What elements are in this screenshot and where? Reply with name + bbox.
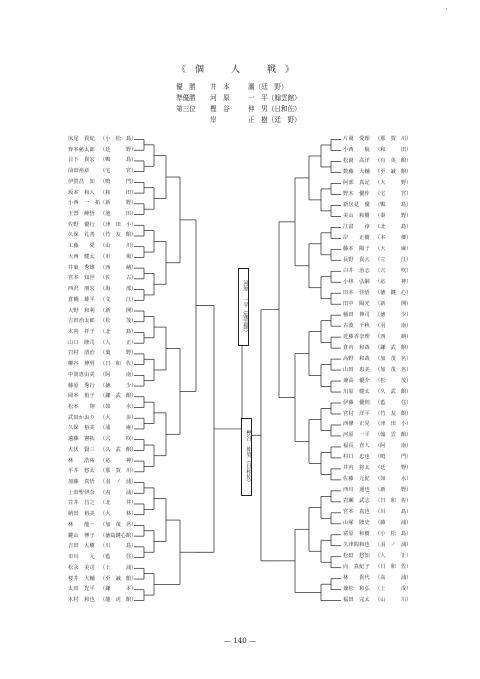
- entry-school: （立 江）: [375, 256, 412, 263]
- bracket-entry: [343, 333, 410, 342]
- entry-school: （徳 鍵 心）: [375, 289, 412, 296]
- bracket-entry: [68, 349, 135, 358]
- entry-school: （内 浦）: [100, 489, 137, 496]
- entry-school: （至 誠 館）: [375, 168, 412, 175]
- bracket-entry: [343, 519, 410, 528]
- entry-name: 吉田治太郎: [68, 318, 95, 325]
- bracket-entry: [343, 399, 410, 408]
- entry-name: 福長 直人: [343, 443, 370, 450]
- entry-school: （宅 宮）: [100, 168, 137, 175]
- entry-name: 大西 健太: [68, 253, 95, 260]
- bracket-entry: [343, 256, 410, 265]
- bracket-entry: [68, 596, 135, 605]
- bracket-entry: [68, 360, 135, 369]
- entry-name: 西沢 朋宏: [68, 286, 95, 293]
- bracket-entry: [68, 414, 135, 423]
- entry-school: （大 林）: [100, 511, 137, 518]
- entry-school: （山 川）: [100, 243, 137, 250]
- entry-school: （和 田）: [375, 146, 412, 153]
- entry-name: 兼高 優介: [343, 377, 370, 384]
- entry-school: （阿 南）: [100, 371, 137, 378]
- entry-school: （文 江）: [100, 296, 137, 303]
- entry-name: 平井 悠太: [68, 468, 95, 475]
- bracket-entry: [68, 253, 135, 262]
- entry-school: （津 田 小）: [100, 221, 137, 228]
- bracket-entry: [343, 410, 410, 419]
- entry-name: 林 龍一: [68, 521, 95, 528]
- entry-school: （鎌 本）: [100, 586, 137, 593]
- entry-name: 久津間和也: [343, 542, 370, 549]
- bracket-entry: [343, 179, 410, 188]
- entry-school: （池 田）: [100, 211, 137, 218]
- entry-school: （鳴 門）: [375, 454, 412, 461]
- entry-school: （山 川）: [375, 597, 412, 604]
- bracket-entry: [68, 521, 135, 530]
- bracket-entry: [68, 264, 135, 273]
- result-place: 準優勝: [176, 94, 196, 102]
- bracket-entry: [343, 377, 410, 386]
- entry-name: 小林 弘嗣: [343, 278, 370, 285]
- entry-school: （有 英 館）: [375, 157, 412, 164]
- entry-name: 佐藤 元紀: [343, 476, 370, 483]
- bracket-entry: [343, 508, 410, 517]
- entry-school: （竹 友 館）: [100, 232, 137, 239]
- bracket-entry: [343, 442, 410, 451]
- entry-school: （穴 吹）: [375, 267, 412, 274]
- entry-school: （人 正）: [100, 339, 137, 346]
- bracket-entry: [68, 457, 135, 466]
- entry-name: 河原 一平: [343, 432, 370, 439]
- entry-school: （羽 南）: [375, 322, 412, 329]
- entry-school: （日 和 佐）: [375, 498, 412, 505]
- corner-mark: ・: [444, 7, 450, 13]
- entry-school: （津 田 小）: [375, 421, 412, 428]
- entry-name: 林 貴代: [343, 575, 370, 582]
- entry-name: 目下 貴宏: [68, 157, 95, 164]
- entry-name: 倉内 和哉: [343, 344, 370, 351]
- bracket-entry: [343, 388, 410, 397]
- entry-school: （松 茂）: [375, 377, 412, 384]
- bracket-entry: [68, 532, 135, 541]
- bracket-entry: [343, 245, 410, 254]
- entry-school: （鎌 武 館）: [375, 344, 412, 351]
- entry-name: 白井 治志: [343, 267, 370, 274]
- entry-name: 倉橋 雄平: [68, 296, 95, 303]
- entry-school: （藍 住）: [100, 554, 137, 561]
- entry-name: 小西 一 拓: [68, 200, 101, 207]
- entry-name: 松本 翔: [68, 404, 95, 410]
- entry-name: 岸 正樹: [343, 234, 370, 241]
- bracket-entry: [343, 146, 410, 155]
- entry-school: （松 茂）: [100, 318, 137, 325]
- entry-school: （竹 友 館）: [375, 410, 412, 417]
- entry-name: 井内 将太: [343, 465, 370, 472]
- bracket-entry: [343, 431, 410, 440]
- bracket-entry: [68, 510, 135, 519]
- entry-school: （西 納）: [375, 333, 412, 340]
- bracket-entry: [343, 289, 410, 298]
- bracket-entry: [343, 344, 410, 353]
- bracket-entry: [68, 435, 135, 444]
- entry-school: （穴 吹）: [100, 436, 137, 443]
- entry-name: 木村 和也: [68, 596, 95, 603]
- entry-school: （人 正）: [375, 553, 412, 560]
- result-place: 第三位: [176, 105, 196, 113]
- page-title: 《個 人 戦》: [176, 65, 303, 75]
- entry-name: 伊賀昌 知: [68, 178, 95, 185]
- bracket-entry: [68, 564, 135, 573]
- bracket-entry: [68, 371, 135, 380]
- entry-school: （大 野）: [375, 179, 412, 186]
- entry-school: （加 茂 名）: [375, 366, 412, 373]
- bracket-entry: [68, 285, 135, 294]
- entry-school: （那 賀 川）: [375, 136, 412, 142]
- bracket-entry: [343, 453, 410, 462]
- bracket-entry: [343, 366, 410, 375]
- bracket-entry: [68, 585, 135, 594]
- entry-school: （鎌 武 館）: [100, 393, 137, 400]
- entry-school: （徳 少）: [100, 382, 137, 389]
- entry-name: 齊本慈太郎: [68, 146, 95, 153]
- bracket-entry: [68, 242, 135, 251]
- bracket-entry: [68, 146, 135, 155]
- bracket-entry: [343, 278, 410, 287]
- entry-name: 太田 光平: [68, 586, 95, 593]
- bracket-entry: [68, 328, 135, 337]
- result-affil: 正 樹（廷 野）: [248, 116, 301, 124]
- entry-school: （新 開）: [100, 307, 137, 314]
- entry-name: 柳谷 伸男: [68, 361, 95, 368]
- entry-name: 西條 正晃: [343, 421, 370, 428]
- bracket-entry: [68, 189, 135, 198]
- result-name: 河 原: [210, 94, 230, 102]
- result-place: 優 勝: [176, 83, 196, 91]
- entry-school: （大 歩）: [100, 414, 137, 421]
- entry-school: （鴨 島）: [100, 157, 137, 164]
- bracket-entry: [68, 156, 135, 165]
- bracket-entry: [68, 392, 135, 401]
- entry-school: （徳島鍵心館）: [100, 532, 137, 539]
- entry-school: （藍 住）: [375, 399, 412, 406]
- entry-school: （応 神）: [100, 457, 137, 464]
- bracket-entry: [343, 157, 410, 166]
- entry-school: （加 茂 名）: [375, 355, 412, 362]
- entry-school: （鴨 島）: [375, 201, 412, 208]
- result-name: 樫 谷: [210, 105, 230, 113]
- entry-school: （那 賀 川）: [100, 468, 137, 475]
- entry-name: 江富 淳: [343, 223, 370, 230]
- entry-name: 市川 元: [68, 554, 95, 561]
- bracket-entry: [68, 553, 135, 562]
- entry-school: （北 島）: [375, 223, 412, 230]
- entry-name: 玉置 紳悟: [68, 211, 95, 218]
- entry-name: 桜井 大輔: [68, 575, 95, 582]
- entry-name: 富原 和樹: [343, 531, 370, 538]
- entry-school: （上 浦）: [100, 564, 137, 571]
- entry-name: 川原 健太: [343, 388, 370, 395]
- entry-name: 武田かおり: [68, 414, 95, 421]
- right-final-box: 河原 一平（翰雲館）: [238, 268, 249, 346]
- entry-name: 新居見 優: [343, 201, 370, 208]
- entry-school: （久 武 館）: [375, 388, 412, 395]
- bracket-entry: [343, 585, 410, 594]
- bracket-entry: [68, 446, 135, 455]
- entry-school: （新 開）: [375, 300, 412, 307]
- entry-name: 吉田 大樹: [68, 543, 95, 550]
- entry-name: 田本 佳悟: [343, 289, 370, 296]
- entry-name: 宮本 知世: [68, 275, 95, 282]
- entry-school: （佐 古）: [100, 275, 137, 282]
- entry-school: （藤 浦）: [375, 520, 412, 527]
- bracket-entry: [343, 497, 410, 506]
- entry-name: 松永 美司: [68, 564, 95, 571]
- entry-name: 大野 和利: [68, 307, 95, 314]
- bracket-entry: [68, 231, 135, 240]
- entry-school: （加 茂 名）: [100, 521, 137, 528]
- bracket-entry: [343, 464, 410, 473]
- entry-school: （川 島）: [100, 543, 137, 550]
- entry-name: 田中 陽光: [343, 300, 370, 307]
- bracket-entry: [343, 552, 410, 561]
- result-name: 岸: [210, 116, 217, 124]
- entry-school: （北 島）: [100, 328, 137, 335]
- entry-name: 宮本 真也: [343, 509, 370, 516]
- entry-name: 山口 隆司: [68, 339, 95, 346]
- bracket-entry: [68, 339, 135, 348]
- bracket-entry: [68, 221, 135, 230]
- bracket-entry: [343, 300, 410, 309]
- bracket-entry: [68, 575, 135, 584]
- entry-school: （和 田）: [100, 189, 137, 196]
- bracket-entry: [343, 311, 410, 320]
- bracket-entry: [343, 201, 410, 210]
- entry-name: 松田 悠知: [343, 553, 370, 560]
- bracket-entry: [68, 499, 135, 508]
- entry-name: 小西 航: [343, 146, 370, 153]
- bracket-entry: [68, 467, 135, 476]
- entry-school: （海 部）: [100, 286, 137, 293]
- entry-school: （応 神）: [375, 278, 412, 285]
- entry-school: （如 水）: [375, 476, 412, 483]
- entry-school: （浦 庵）: [100, 425, 137, 432]
- entry-name: 前田裕章: [68, 168, 90, 175]
- bracket-entry: [343, 234, 410, 243]
- entry-name: 藤本 陽子: [343, 245, 370, 252]
- entry-school: （宅 宮）: [375, 190, 412, 197]
- entry-school: （日 和 佐）: [100, 361, 137, 368]
- entry-school: （日 和 佐）: [375, 564, 412, 571]
- bracket-entry: [343, 135, 410, 144]
- bracket-entry: [68, 403, 135, 412]
- bracket-entry: [343, 267, 410, 276]
- entry-school: （阿 南）: [375, 443, 412, 450]
- entry-school: （秦 野）: [375, 212, 412, 219]
- entry-name: 納田 裕美: [68, 511, 95, 518]
- bracket-entry: [68, 542, 135, 551]
- bracket-entry: [68, 489, 135, 498]
- entry-name: 宮村 洋平: [343, 410, 370, 417]
- entry-school: （如 水）: [100, 404, 137, 410]
- entry-name: 西川 通也: [343, 487, 370, 494]
- entry-name: 岡本 侑子: [68, 393, 95, 400]
- bracket-entry: [343, 212, 410, 221]
- entry-name: 坂本 和人: [68, 189, 95, 196]
- entry-name: 向 真紀子: [343, 564, 370, 571]
- bracket-entry: [343, 486, 410, 495]
- bracket-entry: [68, 210, 135, 219]
- entry-name: 近藤香奈理: [343, 333, 370, 340]
- entry-school: （龍 虎 館）: [100, 596, 137, 603]
- entry-name: 野木 優作: [343, 190, 370, 197]
- entry-name: 木内 祥子: [68, 328, 95, 335]
- entry-name: 兼松 和弘: [343, 586, 370, 593]
- bracket-entry: [68, 167, 135, 176]
- entry-name: 佐野 優行: [68, 221, 95, 228]
- entry-school: （翰 雲 館）: [375, 432, 412, 439]
- entry-name: 福田 完太: [343, 597, 370, 604]
- result-name: 井 本: [210, 83, 230, 91]
- result-affil: 伸 男（日和佐）: [248, 105, 301, 113]
- entry-name: 山田 恵美: [343, 366, 370, 373]
- entry-school: （羹 野）: [100, 350, 137, 357]
- page-number: — 140 —: [224, 637, 256, 645]
- bracket-entry: [68, 307, 135, 316]
- entry-school: （新 野）: [375, 487, 412, 494]
- entry-name: 加藤 真悟: [68, 479, 95, 486]
- left-final-box: 樫谷 伸男（日和佐）: [241, 418, 252, 496]
- entry-name: 中筒恵由美: [68, 371, 95, 378]
- bracket-entry: [68, 296, 135, 305]
- bracket-entry: [343, 355, 410, 364]
- bracket-entry: [343, 574, 410, 583]
- entry-name: 伊藤 優則: [343, 399, 370, 406]
- bracket-entry: [343, 223, 410, 232]
- bracket-entry: [68, 199, 135, 208]
- bracket-entry: [343, 190, 410, 199]
- entry-school: （廷 野）: [375, 465, 412, 472]
- entry-school: （徳 少）: [375, 311, 412, 318]
- entry-school: （鳴 門）: [100, 178, 137, 185]
- entry-name: 鍵山 博子: [68, 532, 95, 539]
- entry-school: （新 野）: [100, 200, 137, 207]
- entry-name: 松岡 高洋: [343, 157, 370, 164]
- bracket-entry: [343, 541, 410, 550]
- bracket-entry: [68, 317, 135, 326]
- entry-name: 犬伏 賢三: [68, 446, 95, 453]
- entry-school: （上 成）: [375, 586, 412, 593]
- entry-school: （至 誠 館）: [100, 575, 137, 582]
- entry-school: （小 松 島）: [375, 531, 412, 538]
- entry-school: （北 井）: [100, 500, 137, 507]
- entry-school: （羽 ノ 浦）: [100, 479, 137, 486]
- entry-name: 久保 裕美: [68, 425, 95, 432]
- bracket-entry: [68, 478, 135, 487]
- entry-name: 床尾 貴紀: [68, 136, 95, 142]
- entry-name: 岩瀬 武志: [343, 498, 370, 505]
- entry-name: 上田聖伊奈: [68, 489, 95, 496]
- entry-name: 村口 忠也: [343, 454, 370, 461]
- entry-name: 数藤 大輔: [343, 168, 370, 175]
- entry-name: 井東 秀雄: [68, 264, 95, 271]
- entry-school: （市 場）: [100, 253, 137, 260]
- entry-name: 林 浩祐: [68, 457, 95, 464]
- entry-name: 遠藤 憲拓: [68, 436, 95, 443]
- entry-name: 藤原 秀行: [68, 382, 95, 389]
- entry-name: 岩村 清治: [68, 350, 95, 357]
- bracket-entry: [68, 178, 135, 187]
- entry-name: 美山 和樹: [343, 212, 370, 219]
- entry-name: 久保 礼善: [68, 232, 95, 239]
- result-affil: 一 平（翰雲館）: [248, 94, 301, 102]
- entry-school: （高 浦）: [375, 575, 412, 582]
- entry-school: （久 武 館）: [100, 446, 137, 453]
- entry-school: （西 納）: [100, 264, 137, 271]
- entry-name: 笠井 昌之: [68, 500, 95, 507]
- bracket-entry: [343, 322, 410, 331]
- bracket-entry: [343, 563, 410, 572]
- entry-school: （小 松 島）: [100, 136, 137, 142]
- bracket-entry: [343, 420, 410, 429]
- bracket-entry: [343, 596, 410, 605]
- bracket-entry: [68, 424, 135, 433]
- entry-name: 工藤 愛: [68, 243, 95, 250]
- bracket-entry: [343, 168, 410, 177]
- entry-school: （廷 野）: [100, 146, 137, 153]
- entry-school: （羽 ノ 浦）: [375, 542, 412, 549]
- bracket-entry: [68, 135, 135, 144]
- entry-school: （川 島）: [375, 509, 412, 516]
- entry-name: 阿部 真記: [343, 179, 370, 186]
- bracket-entry: [343, 475, 410, 484]
- entry-name: 古波 千秋: [343, 322, 370, 329]
- entry-school: （本 郷）: [375, 234, 412, 241]
- entry-name: 山塚 隆史: [343, 520, 370, 527]
- entry-name: 片岡 愛理: [343, 136, 370, 142]
- entry-name: 高野 和哉: [343, 355, 370, 362]
- entry-name: 稲田 伸司: [343, 311, 370, 318]
- bracket-entry: [343, 530, 410, 539]
- bracket-entry: [68, 274, 135, 283]
- entry-school: （大 麻）: [375, 245, 412, 252]
- result-affil: 潮（廷 野）: [248, 83, 288, 91]
- bracket-entry: [68, 382, 135, 391]
- entry-name: 長野 貴大: [343, 256, 370, 263]
